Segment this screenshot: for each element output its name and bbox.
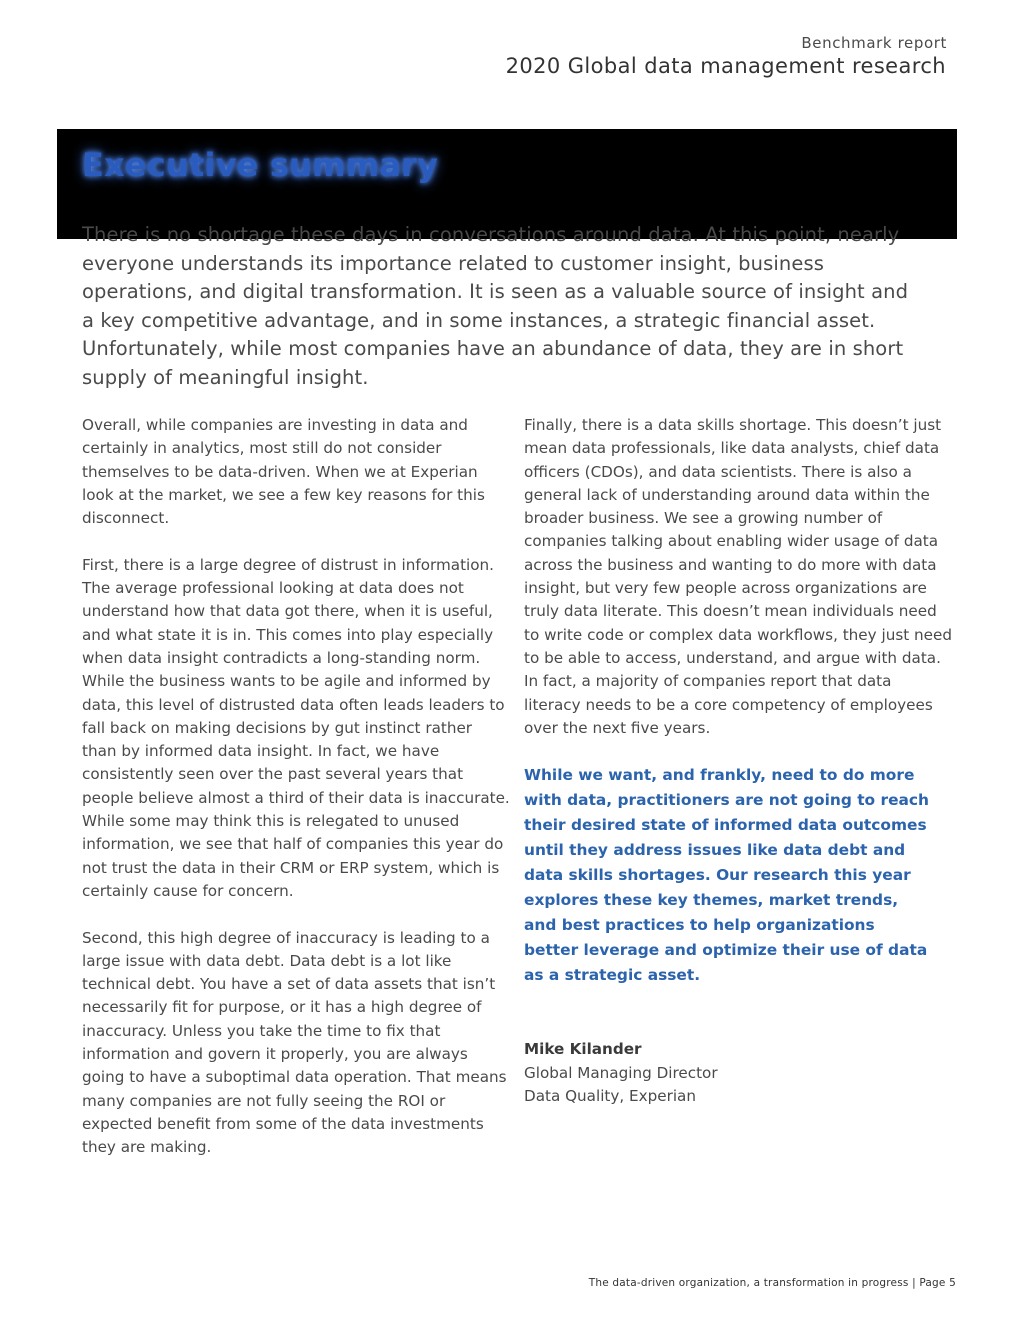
- section-title: Executive summary: [82, 146, 439, 184]
- pull-quote: While we want, and frankly, need to do more with data, practitioners are not going to reach their desired state of informed data outcomes until they address issues like data debt and data skills shortages. Our research this year explores these key themes, market trends, and best practices to help organizations better leverage and optimize their use of data as a strategic asset.: [524, 766, 929, 985]
- lead-text: There is no shortage these days in conversations around data. At this point, nearly everyone understands its importance related to customer insight, business operations, and digital transformation. It is seen as a valuable source of insight and a key competitive advantage, and in some instances, a strategic financial asset. Unfortunately, while most companies have an abundance of data, they are in short supply of meaningful insight.: [82, 223, 909, 389]
- header-title: 2020 Global data management research: [505, 54, 946, 78]
- body-paragraph: Second, this high degree of inaccuracy is leading to a large issue with data debt. Data debt is a lot like technical debt. You have a set of data assets that isn’t necessarily fit for purpose, or it has a high degree of inaccuracy. Unless you take the time to fix that information and govern it properly, you are always going to have a suboptimal data operation. That means many companies are not fully seeing the ROI or expected benefit from some of the data investments they are making.: [82, 928, 507, 1157]
- page-footer: The data-driven organization, a transformation in progress | Page 5: [588, 1277, 956, 1289]
- signature-name: Mike Kilander: [524, 1040, 642, 1059]
- body-paragraph: First, there is a large degree of distrust in information. The average professional looking at data does not understand how that data got there, when it is useful, and what state it is in. This comes into play especially when data insight contradicts a long-standing norm. While the business wants to be agile and informed by data, this level of distrusted data often leads leaders to fall back on making decisions by gut instinct rather than by informed data insight. In fact, we have consistently seen over the past several years that people believe almost a third of their data is inaccurate. While some may think this is relegated to unused information, we see that half of companies this year do not trust the data in their CRM or ERP system, which is certainly cause for concern.: [82, 555, 510, 900]
- signature-org: Data Quality, Experian: [524, 1087, 696, 1106]
- body-paragraph: Finally, there is a data skills shortage. This doesn’t just mean data professionals, like data analysts, chief data officers (CDOs), and data scientists. There is also a general lack of understanding around data within the broader business. We see a growing number of companies talking about enabling wider usage of data across the business and wanting to do more with data insight, but very few people across organizations are truly data literate. This doesn’t mean individuals need to write code or complex data workflows, they just need to be able to access, understand, and argue with data. In fact, a majority of companies report that data literacy needs to be a core competency of employees over the next five years.: [524, 416, 952, 737]
- lead-paragraph: [82, 221, 922, 392]
- header-eyebrow: Benchmark report: [801, 34, 947, 52]
- right-column: [524, 414, 952, 1108]
- body-paragraph: Overall, while companies are investing in data and certainly in analytics, most still do not consider themselves to be data-driven. When we at Experian look at the market, we see a few key reasons for this disconnect.: [82, 416, 485, 528]
- left-column: [82, 414, 510, 1183]
- signature-title: Global Managing Director: [524, 1063, 718, 1082]
